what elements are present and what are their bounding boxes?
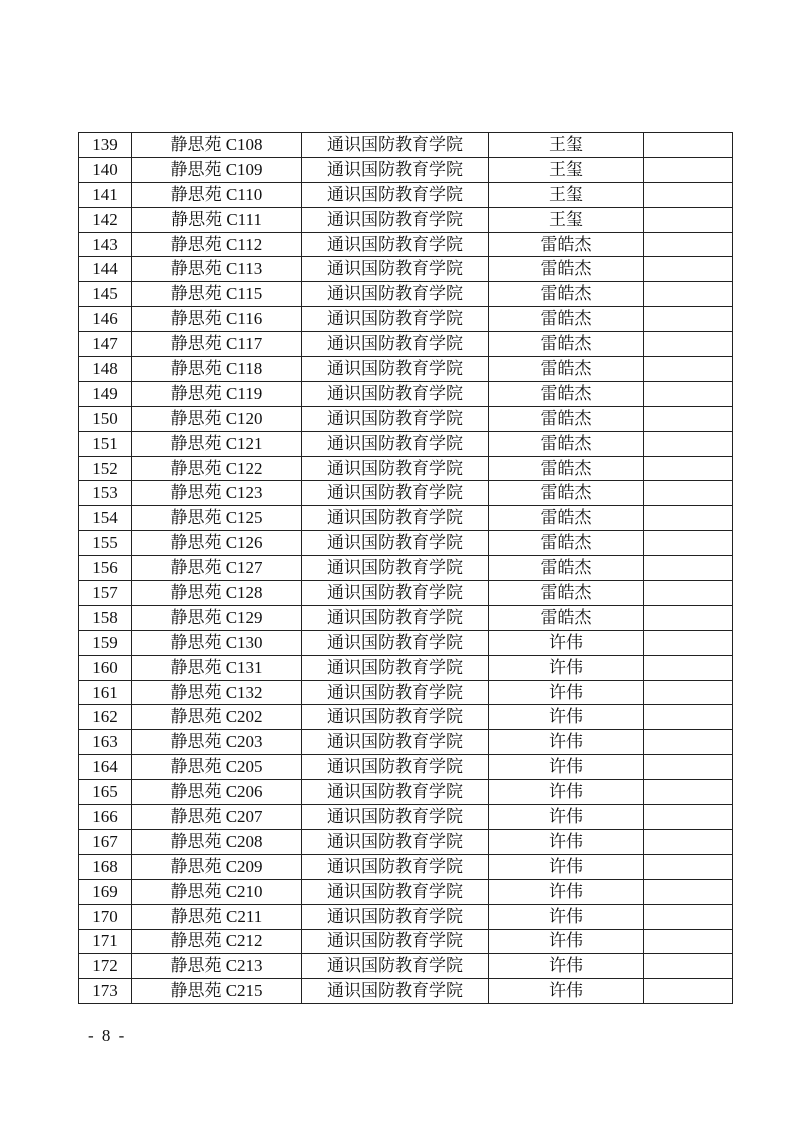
table-row: [79, 829, 733, 854]
person-in-charge-cell: 许伟: [489, 680, 644, 705]
row-number-cell: 155: [79, 531, 132, 556]
person-in-charge-cell: 许伟: [489, 954, 644, 979]
table-row: [79, 556, 733, 581]
row-number-cell: 143: [79, 232, 132, 257]
college-cell: 通识国防教育学院: [302, 481, 489, 506]
room-cell: 静思苑 C125: [132, 506, 302, 531]
remarks-cell: [644, 805, 733, 830]
person-in-charge-cell: 雷皓杰: [489, 431, 644, 456]
person-in-charge-cell: 雷皓杰: [489, 531, 644, 556]
remarks-cell: [644, 357, 733, 382]
room-cell: 静思苑 C207: [132, 805, 302, 830]
room-cell: 静思苑 C128: [132, 581, 302, 606]
college-cell: 通识国防教育学院: [302, 879, 489, 904]
college-cell: 通识国防教育学院: [302, 605, 489, 630]
remarks-cell: [644, 680, 733, 705]
person-in-charge-cell: 雷皓杰: [489, 406, 644, 431]
remarks-cell: [644, 730, 733, 755]
remarks-cell: [644, 232, 733, 257]
remarks-cell: [644, 406, 733, 431]
table-row: [79, 431, 733, 456]
college-cell: 通识国防教育学院: [302, 307, 489, 332]
row-number-cell: 166: [79, 805, 132, 830]
college-cell: 通识国防教育学院: [302, 854, 489, 879]
college-cell: 通识国防教育学院: [302, 182, 489, 207]
table-row: [79, 257, 733, 282]
table-row: [79, 133, 733, 158]
table-row: [79, 904, 733, 929]
table-row: [79, 332, 733, 357]
person-in-charge-cell: 王玺: [489, 133, 644, 158]
person-in-charge-cell: 许伟: [489, 780, 644, 805]
remarks-cell: [644, 954, 733, 979]
college-cell: 通识国防教育学院: [302, 829, 489, 854]
college-cell: 通识国防教育学院: [302, 406, 489, 431]
person-in-charge-cell: 雷皓杰: [489, 282, 644, 307]
table-row: [79, 655, 733, 680]
room-cell: 静思苑 C110: [132, 182, 302, 207]
row-number-cell: 165: [79, 780, 132, 805]
person-in-charge-cell: 许伟: [489, 655, 644, 680]
row-number-cell: 157: [79, 581, 132, 606]
room-cell: 静思苑 C109: [132, 157, 302, 182]
table-row: [79, 705, 733, 730]
room-cell: 静思苑 C117: [132, 332, 302, 357]
college-cell: 通识国防教育学院: [302, 133, 489, 158]
row-number-cell: 159: [79, 630, 132, 655]
person-in-charge-cell: 雷皓杰: [489, 307, 644, 332]
row-number-cell: 153: [79, 481, 132, 506]
table-row: [79, 456, 733, 481]
remarks-cell: [644, 630, 733, 655]
college-cell: 通识国防教育学院: [302, 506, 489, 531]
row-number-cell: 167: [79, 829, 132, 854]
page-number: - 8 -: [88, 1026, 127, 1045]
college-cell: 通识国防教育学院: [302, 655, 489, 680]
table-row: [79, 730, 733, 755]
row-number-cell: 154: [79, 506, 132, 531]
room-cell: 静思苑 C131: [132, 655, 302, 680]
remarks-cell: [644, 556, 733, 581]
person-in-charge-cell: 许伟: [489, 929, 644, 954]
remarks-cell: [644, 481, 733, 506]
person-in-charge-cell: 雷皓杰: [489, 357, 644, 382]
remarks-cell: [644, 854, 733, 879]
row-number-cell: 170: [79, 904, 132, 929]
room-cell: 静思苑 C202: [132, 705, 302, 730]
room-cell: 静思苑 C129: [132, 605, 302, 630]
row-number-cell: 148: [79, 357, 132, 382]
table-row: [79, 481, 733, 506]
room-cell: 静思苑 C130: [132, 630, 302, 655]
person-in-charge-cell: 雷皓杰: [489, 381, 644, 406]
college-cell: 通识国防教育学院: [302, 332, 489, 357]
remarks-cell: [644, 257, 733, 282]
row-number-cell: 142: [79, 207, 132, 232]
room-cell: 静思苑 C119: [132, 381, 302, 406]
table-row: [79, 605, 733, 630]
college-cell: 通识国防教育学院: [302, 257, 489, 282]
remarks-cell: [644, 829, 733, 854]
table-row: [79, 282, 733, 307]
room-cell: 静思苑 C111: [132, 207, 302, 232]
table-row: [79, 381, 733, 406]
person-in-charge-cell: 许伟: [489, 805, 644, 830]
table-row: [79, 307, 733, 332]
row-number-cell: 168: [79, 854, 132, 879]
row-number-cell: 150: [79, 406, 132, 431]
row-number-cell: 161: [79, 680, 132, 705]
table-row: [79, 680, 733, 705]
room-cell: 静思苑 C112: [132, 232, 302, 257]
college-cell: 通识国防教育学院: [302, 381, 489, 406]
remarks-cell: [644, 506, 733, 531]
college-cell: 通识国防教育学院: [302, 556, 489, 581]
remarks-cell: [644, 456, 733, 481]
room-cell: 静思苑 C208: [132, 829, 302, 854]
room-cell: 静思苑 C108: [132, 133, 302, 158]
remarks-cell: [644, 879, 733, 904]
person-in-charge-cell: 王玺: [489, 207, 644, 232]
room-cell: 静思苑 C123: [132, 481, 302, 506]
person-in-charge-cell: 雷皓杰: [489, 232, 644, 257]
row-number-cell: 164: [79, 755, 132, 780]
table-row: [79, 157, 733, 182]
table-row: [79, 630, 733, 655]
row-number-cell: 140: [79, 157, 132, 182]
person-in-charge-cell: 许伟: [489, 730, 644, 755]
remarks-cell: [644, 705, 733, 730]
remarks-cell: [644, 381, 733, 406]
college-cell: 通识国防教育学院: [302, 805, 489, 830]
room-cell: 静思苑 C116: [132, 307, 302, 332]
table-row: [79, 406, 733, 431]
table-row: [79, 357, 733, 382]
room-cell: 静思苑 C212: [132, 929, 302, 954]
row-number-cell: 156: [79, 556, 132, 581]
dormitory-table-container: [78, 132, 732, 1004]
room-cell: 静思苑 C127: [132, 556, 302, 581]
person-in-charge-cell: 雷皓杰: [489, 257, 644, 282]
row-number-cell: 171: [79, 929, 132, 954]
person-in-charge-cell: 许伟: [489, 705, 644, 730]
remarks-cell: [644, 207, 733, 232]
college-cell: 通识国防教育学院: [302, 680, 489, 705]
remarks-cell: [644, 332, 733, 357]
row-number-cell: 147: [79, 332, 132, 357]
row-number-cell: 169: [79, 879, 132, 904]
dormitory-table: [78, 132, 733, 1004]
row-number-cell: 173: [79, 979, 132, 1004]
person-in-charge-cell: 雷皓杰: [489, 556, 644, 581]
table-row: [79, 954, 733, 979]
table-row: [79, 581, 733, 606]
person-in-charge-cell: 王玺: [489, 157, 644, 182]
row-number-cell: 149: [79, 381, 132, 406]
remarks-cell: [644, 929, 733, 954]
row-number-cell: 160: [79, 655, 132, 680]
room-cell: 静思苑 C203: [132, 730, 302, 755]
row-number-cell: 152: [79, 456, 132, 481]
remarks-cell: [644, 307, 733, 332]
person-in-charge-cell: 雷皓杰: [489, 332, 644, 357]
college-cell: 通识国防教育学院: [302, 780, 489, 805]
person-in-charge-cell: 雷皓杰: [489, 506, 644, 531]
table-row: [79, 780, 733, 805]
remarks-cell: [644, 755, 733, 780]
college-cell: 通识国防教育学院: [302, 979, 489, 1004]
college-cell: 通识国防教育学院: [302, 157, 489, 182]
college-cell: 通识国防教育学院: [302, 705, 489, 730]
room-cell: 静思苑 C209: [132, 854, 302, 879]
remarks-cell: [644, 979, 733, 1004]
row-number-cell: 158: [79, 605, 132, 630]
person-in-charge-cell: 雷皓杰: [489, 605, 644, 630]
table-row: [79, 979, 733, 1004]
room-cell: 静思苑 C211: [132, 904, 302, 929]
remarks-cell: [644, 182, 733, 207]
college-cell: 通识国防教育学院: [302, 904, 489, 929]
room-cell: 静思苑 C126: [132, 531, 302, 556]
room-cell: 静思苑 C215: [132, 979, 302, 1004]
person-in-charge-cell: 王玺: [489, 182, 644, 207]
college-cell: 通识国防教育学院: [302, 207, 489, 232]
college-cell: 通识国防教育学院: [302, 282, 489, 307]
remarks-cell: [644, 904, 733, 929]
college-cell: 通识国防教育学院: [302, 531, 489, 556]
person-in-charge-cell: 雷皓杰: [489, 456, 644, 481]
table-row: [79, 854, 733, 879]
table-row: [79, 929, 733, 954]
table-row: [79, 207, 733, 232]
room-cell: 静思苑 C122: [132, 456, 302, 481]
row-number-cell: 146: [79, 307, 132, 332]
college-cell: 通识国防教育学院: [302, 431, 489, 456]
college-cell: 通识国防教育学院: [302, 357, 489, 382]
college-cell: 通识国防教育学院: [302, 581, 489, 606]
room-cell: 静思苑 C210: [132, 879, 302, 904]
table-row: [79, 182, 733, 207]
person-in-charge-cell: 雷皓杰: [489, 481, 644, 506]
row-number-cell: 141: [79, 182, 132, 207]
person-in-charge-cell: 许伟: [489, 755, 644, 780]
person-in-charge-cell: 许伟: [489, 979, 644, 1004]
college-cell: 通识国防教育学院: [302, 755, 489, 780]
table-row: [79, 506, 733, 531]
room-cell: 静思苑 C132: [132, 680, 302, 705]
room-cell: 静思苑 C205: [132, 755, 302, 780]
table-row: [79, 531, 733, 556]
table-row: [79, 755, 733, 780]
person-in-charge-cell: 雷皓杰: [489, 581, 644, 606]
remarks-cell: [644, 531, 733, 556]
row-number-cell: 163: [79, 730, 132, 755]
table-row: [79, 879, 733, 904]
person-in-charge-cell: 许伟: [489, 854, 644, 879]
person-in-charge-cell: 许伟: [489, 904, 644, 929]
row-number-cell: 172: [79, 954, 132, 979]
row-number-cell: 151: [79, 431, 132, 456]
row-number-cell: 144: [79, 257, 132, 282]
remarks-cell: [644, 282, 733, 307]
room-cell: 静思苑 C121: [132, 431, 302, 456]
row-number-cell: 145: [79, 282, 132, 307]
room-cell: 静思苑 C206: [132, 780, 302, 805]
room-cell: 静思苑 C213: [132, 954, 302, 979]
person-in-charge-cell: 许伟: [489, 630, 644, 655]
person-in-charge-cell: 许伟: [489, 879, 644, 904]
row-number-cell: 162: [79, 705, 132, 730]
college-cell: 通识国防教育学院: [302, 232, 489, 257]
table-body: [79, 133, 733, 1004]
person-in-charge-cell: 许伟: [489, 829, 644, 854]
table-row: [79, 805, 733, 830]
remarks-cell: [644, 655, 733, 680]
room-cell: 静思苑 C118: [132, 357, 302, 382]
remarks-cell: [644, 133, 733, 158]
room-cell: 静思苑 C120: [132, 406, 302, 431]
row-number-cell: 139: [79, 133, 132, 158]
college-cell: 通识国防教育学院: [302, 929, 489, 954]
remarks-cell: [644, 581, 733, 606]
college-cell: 通识国防教育学院: [302, 730, 489, 755]
remarks-cell: [644, 431, 733, 456]
remarks-cell: [644, 605, 733, 630]
table-row: [79, 232, 733, 257]
room-cell: 静思苑 C113: [132, 257, 302, 282]
remarks-cell: [644, 780, 733, 805]
remarks-cell: [644, 157, 733, 182]
college-cell: 通识国防教育学院: [302, 630, 489, 655]
room-cell: 静思苑 C115: [132, 282, 302, 307]
college-cell: 通识国防教育学院: [302, 456, 489, 481]
college-cell: 通识国防教育学院: [302, 954, 489, 979]
